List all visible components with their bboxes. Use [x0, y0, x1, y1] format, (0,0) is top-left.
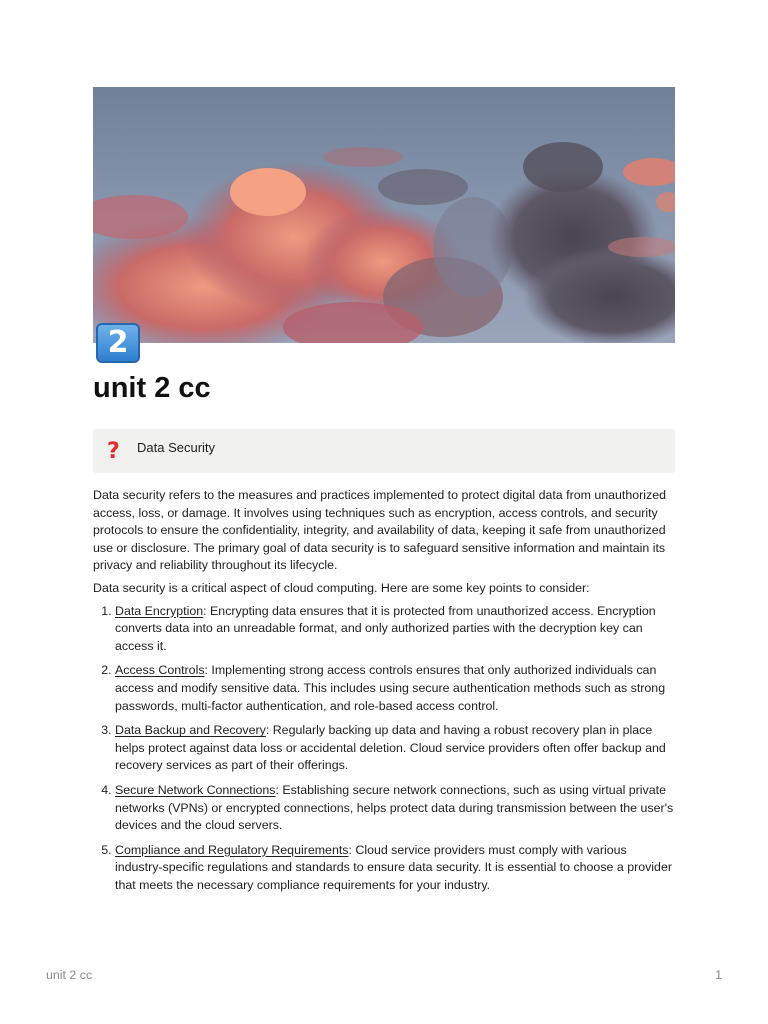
list-item-term: Data Backup and Recovery — [115, 723, 266, 738]
footer-page-number: 1 — [715, 968, 722, 982]
list-item-term: Compliance and Regulatory Requirements — [115, 842, 349, 857]
footer-doc-name: unit 2 cc — [46, 968, 93, 982]
intro-paragraph: Data security refers to the measures and practices implemented to protect digital data from unauthorized access, loss, or damage. It involves using techniques such as encryption, access controls, and security protocols to ensure the confidentiality, integrity, and availability of data, keeping it safe from unauthorized use or disclosure. The primary goal of data security is to safeguard sensitive information and maintain its privacy and reliability throughout its lifecycle. — [93, 488, 667, 573]
list-item-text: : Cloud service providers must comply with various industry-specific regulations and standards to ensure data security. It is essential to choose a provider that meets the necessary compliance requirements for your industry. — [115, 842, 672, 892]
question-mark-icon: ? — [107, 439, 120, 464]
list-item — [115, 782, 677, 835]
cover-image — [93, 87, 675, 343]
lead-paragraph: Data security is a critical aspect of cloud computing. Here are some key points to consider: — [93, 580, 590, 595]
list-item-text: : Establishing secure network connections, such as using virtual private networks (VPNs) or encrypted connections, helps protect data during transmission between the user's devices and the cloud servers. — [115, 782, 674, 833]
callout-text: Data Security — [137, 440, 216, 455]
key-points-list — [93, 603, 677, 895]
list-item — [115, 842, 677, 895]
sunset-clouds-image — [93, 87, 675, 343]
list-item-term: Secure Network Connections — [115, 782, 276, 797]
keycap-digit-two-icon — [96, 323, 140, 363]
list-item-text: : Encrypting data ensures that it is protected from unauthorized access. Encryption converts data into an unreadable format, and only authorized parties with the decryption key can access it. — [115, 603, 656, 653]
callout-block — [93, 429, 675, 473]
document-body — [93, 487, 677, 901]
list-item-text: : Regularly backing up data and having a robust recovery plan in place helps protect against data loss or accidental deletion. Cloud service providers often offer backup and recovery services as part of their offerings. — [115, 723, 666, 773]
list-item — [115, 603, 677, 656]
list-item-text: : Implementing strong access controls ensures that only authorized individuals can access and modify sensitive data. This includes using secure authentication methods such as strong passwords, multi-factor authentication, and role-based access control. — [115, 663, 666, 713]
list-item — [115, 722, 677, 775]
list-item-term: Access Controls — [115, 663, 205, 678]
list-item-term: Data Encryption — [115, 603, 204, 618]
list-item — [115, 662, 677, 715]
page-icon-glyph: 2 — [107, 325, 129, 360]
page-title: unit 2 cc — [93, 372, 211, 404]
